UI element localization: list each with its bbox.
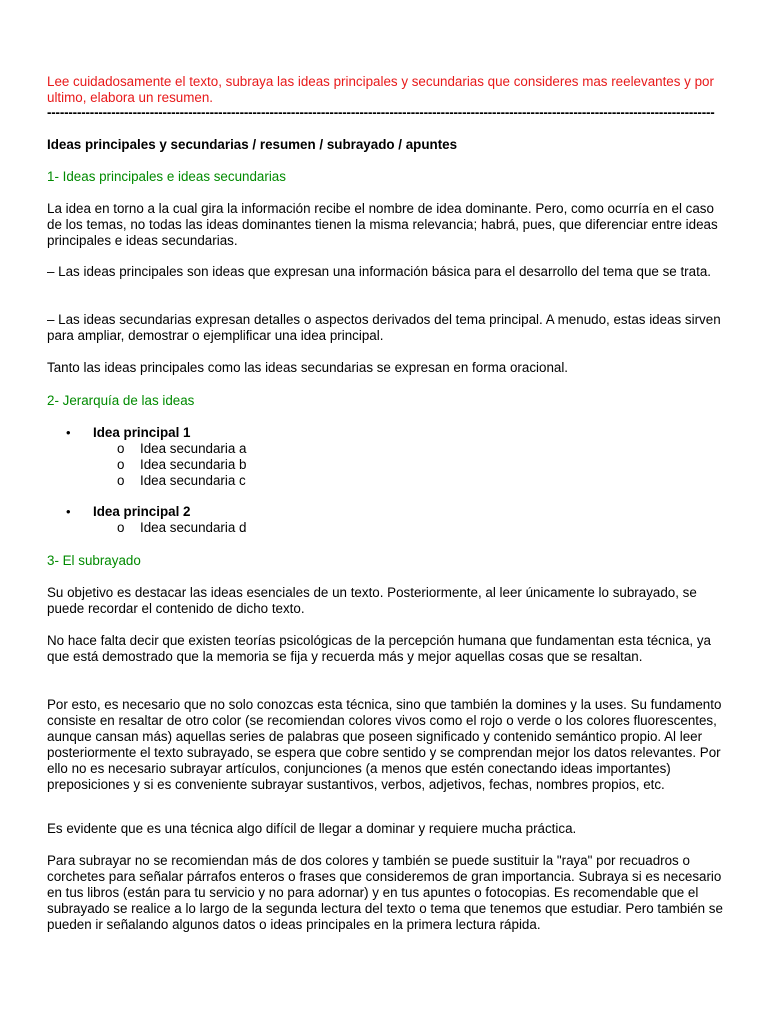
secondary-idea-d: Idea secundaria d <box>140 520 247 535</box>
section-1-heading: 1- Ideas principales e ideas secundarias <box>47 169 286 184</box>
section-1-paragraph-4: Tanto las ideas principales como las ideas secundarias se expresan en forma oracional. <box>47 360 569 375</box>
section-3-paragraph-4: Es evidente que es una técnica algo difícil de llegar a dominar y requiere mucha práctica. <box>47 821 577 836</box>
main-idea-1: Idea principal 1 <box>93 425 191 440</box>
section-3-heading: 3- El subrayado <box>47 553 141 568</box>
instructions-text: Lee cuidadosamente el texto, subraya las ideas principales y secundarias que consideres mas reelevantes y por ultimo, elabora un resumen. <box>47 74 714 105</box>
bullet-dot: • <box>66 504 71 519</box>
section-3-paragraph-3: Por esto, es necesario que no solo conozcas esta técnica, sino que también la domines y la uses. Su fundamento consiste en resaltar de otro color (se recomiendan colores vivos como el rojo o verde o los colores fluorescentes, aunque cansan más) aquellas series de palabras que poseen significado y contenido semántico propio. Al leer posteriormente el texto subrayado, se espera que cobre sentido y se comprendan mejor los datos relevantes. Por ello no es necesario subrayar artículos, conjunciones (a menos que estén conectando ideas importantes) preposiciones y si es conveniente subrayar sustantivos, verbos, adjetivos, fechas, nombres propios, etc. <box>47 697 722 792</box>
sub-bullet: o <box>117 457 125 472</box>
section-3-paragraph-1: Su objetivo es destacar las ideas esenciales de un texto. Posteriormente, al leer únicamente lo subrayado, se puede recordar el contenido de dicho texto. <box>47 585 697 616</box>
section-3-paragraph-5: Para subrayar no se recomiendan más de dos colores y también se puede sustituir la "raya" por recuadros o corchetes para señalar párrafos enteros o frases que consideremos de gran importancia. Subraya si es necesario en tus libros (están para tu servicio y no para adornar) y en tus apuntes o fotocopias. Es recomendable que el subrayado se realice a lo largo de la segunda lectura del texto o tema que tenemos que estudiar. Pero también se pueden ir señalando algunos datos o ideas principales en la primera lectura rápida. <box>47 853 723 932</box>
separator-line: ------------------------------------------------------------------------------------------------------------------------------------------------------------ <box>47 105 715 120</box>
section-2-heading: 2- Jerarquía de las ideas <box>47 393 195 408</box>
secondary-idea-c: Idea secundaria c <box>140 473 246 488</box>
secondary-idea-b: Idea secundaria b <box>140 457 247 472</box>
secondary-idea-a: Idea secundaria a <box>140 441 247 456</box>
main-idea-2: Idea principal 2 <box>93 504 191 519</box>
sub-bullet: o <box>117 441 125 456</box>
sub-bullet: o <box>117 473 125 488</box>
section-3-paragraph-2: No hace falta decir que existen teorías psicológicas de la percepción humana que fundamentan esta técnica, ya que está demostrado que la memoria se fija y recuerda más y mejor aquellas cosas que se resaltan. <box>47 633 711 664</box>
bullet-dot: • <box>66 425 71 440</box>
section-1-paragraph-1: La idea en torno a la cual gira la información recibe el nombre de idea dominante. Pero, como ocurría en el caso de los temas, no todas las ideas dominantes tienen la misma relevancia; habrá, pues, que diferenciar entre ideas principales e ideas secundarias. <box>47 201 718 248</box>
sub-bullet: o <box>117 520 125 535</box>
document-title: Ideas principales y secundarias / resumen / subrayado / apuntes <box>47 137 458 152</box>
section-1-paragraph-2: – Las ideas principales son ideas que expresan una información básica para el desarrollo del tema que se trata. <box>47 264 711 279</box>
section-1-paragraph-3: – Las ideas secundarias expresan detalles o aspectos derivados del tema principal. A menudo, estas ideas sirven para ampliar, demostrar o ejemplificar una idea principal. <box>47 312 721 343</box>
